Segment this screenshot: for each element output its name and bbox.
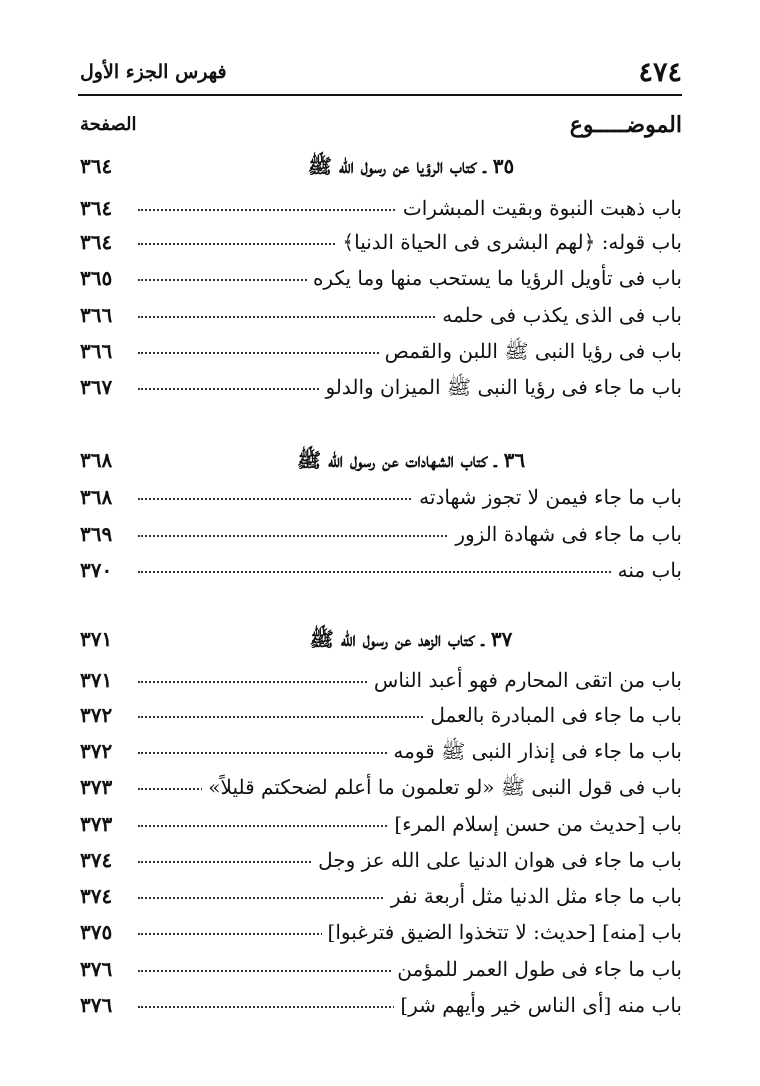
entry-title: باب ما جاء فى هوان الدنيا على الله عز وجل (312, 842, 682, 878)
entry-title: باب [حديث من حسن إسلام المرء] (388, 806, 682, 842)
entry-title: باب ما جاء فى طول العمر للمؤمن (391, 951, 682, 987)
section-title: ٣٥ ـ كتاب الرؤيا عن رسول الله ﷺ (307, 154, 515, 178)
toc-entry (80, 552, 682, 588)
entry-page: ٣٧٢ (80, 739, 113, 763)
entry-title: باب ما جاء فيمن لا تجوز شهادته (413, 479, 682, 515)
entry-title: باب فى رؤيا النبى ﷺ اللبن والقمص (379, 333, 682, 369)
toc-entry (80, 697, 682, 733)
entry-page: ٣٧٠ (80, 558, 113, 582)
toc-entry (80, 190, 682, 226)
column-topic-label: الموضـــــوع (569, 112, 682, 138)
entry-title: باب ذهبت النبوة وبقيت المبشرات (397, 190, 682, 226)
toc-entry (80, 914, 682, 950)
page-number: ٤٧٤ (638, 57, 682, 88)
header-rule (78, 94, 682, 96)
entry-page: ٣٧٤ (80, 884, 113, 908)
entry-page: ٣٧٤ (80, 848, 113, 872)
entry-title: باب منه (612, 552, 682, 588)
toc-entry (80, 842, 682, 878)
entry-title: باب فى تأويل الرؤيا ما يستحب منها وما يكره (307, 260, 682, 296)
toc-entry (80, 516, 682, 552)
entry-title: باب منه [أى الناس خير وأيهم شر] (394, 987, 682, 1023)
entry-title: باب من اتقى المحارم فهو أعبد الناس (368, 662, 682, 698)
section-heading (80, 148, 682, 184)
entry-page: ٣٦٤ (80, 196, 113, 220)
toc-entry (80, 479, 682, 515)
entry-page: ٣٦٦ (80, 303, 113, 327)
entry-title: باب قوله: ﴿لهم البشرى فى الحياة الدنيا﴾ (336, 224, 682, 260)
toc-entry (80, 806, 682, 842)
entry-title: باب [منه] [حديث: لا تتخذوا الضيق فترغبوا] (322, 914, 682, 950)
leader-dots (138, 571, 682, 573)
entry-title: باب ما جاء فى شهادة الزور (449, 516, 682, 552)
entry-page: ٣٧٦ (80, 993, 113, 1017)
entry-page: ٣٦٧ (80, 375, 113, 399)
toc-entry (80, 733, 682, 769)
section-page: ٣٧١ (80, 627, 113, 651)
section-title: ٣٧ ـ كتاب الزهد عن رسول الله ﷺ (309, 627, 513, 651)
entry-page: ٣٦٥ (80, 266, 113, 290)
entry-title: باب فى الذى يكذب فى حلمه (436, 297, 682, 333)
section-page: ٣٦٨ (80, 448, 113, 472)
toc-entry (80, 260, 682, 296)
running-title: فهرس الجزء الأول (80, 61, 227, 83)
toc-entry (80, 951, 682, 987)
entry-page: ٣٦٨ (80, 485, 113, 509)
section-page: ٣٦٤ (80, 154, 113, 178)
toc-entry (80, 987, 682, 1023)
entry-page: ٣٧٣ (80, 812, 113, 836)
entry-page: ٣٦٩ (80, 522, 113, 546)
entry-title: باب ما جاء فى المبادرة بالعمل (424, 697, 682, 733)
entry-page: ٣٦٤ (80, 230, 113, 254)
section-heading (80, 442, 682, 478)
column-page-label: الصفحة (80, 114, 137, 135)
entry-title: باب ما جاء مثل الدنيا مثل أربعة نفر (385, 878, 682, 914)
section-heading (80, 621, 682, 657)
toc-entry (80, 369, 682, 405)
toc-entry (80, 878, 682, 914)
toc-entry (80, 769, 682, 805)
toc-entry (80, 297, 682, 333)
entry-page: ٣٧٣ (80, 775, 113, 799)
entry-page: ٣٦٦ (80, 339, 113, 363)
toc-entry (80, 333, 682, 369)
entry-title: باب ما جاء فى رؤيا النبى ﷺ الميزان والدلو (319, 369, 682, 405)
toc-entry (80, 662, 682, 698)
entry-page: ٣٧٥ (80, 920, 113, 944)
section-title: ٣٦ ـ كتاب الشهادات عن رسول الله ﷺ (296, 448, 526, 472)
entry-title: باب فى قول النبى ﷺ «لو تعلمون ما أعلم لضحكتم قليلاً» (202, 769, 682, 805)
page-header (80, 55, 682, 91)
entry-page: ٣٧١ (80, 668, 113, 692)
column-headers (80, 110, 682, 146)
entry-title: باب ما جاء فى إنذار النبى ﷺ قومه (387, 733, 682, 769)
entry-page: ٣٧٦ (80, 957, 113, 981)
toc-entry (80, 224, 682, 260)
entry-page: ٣٧٢ (80, 703, 113, 727)
